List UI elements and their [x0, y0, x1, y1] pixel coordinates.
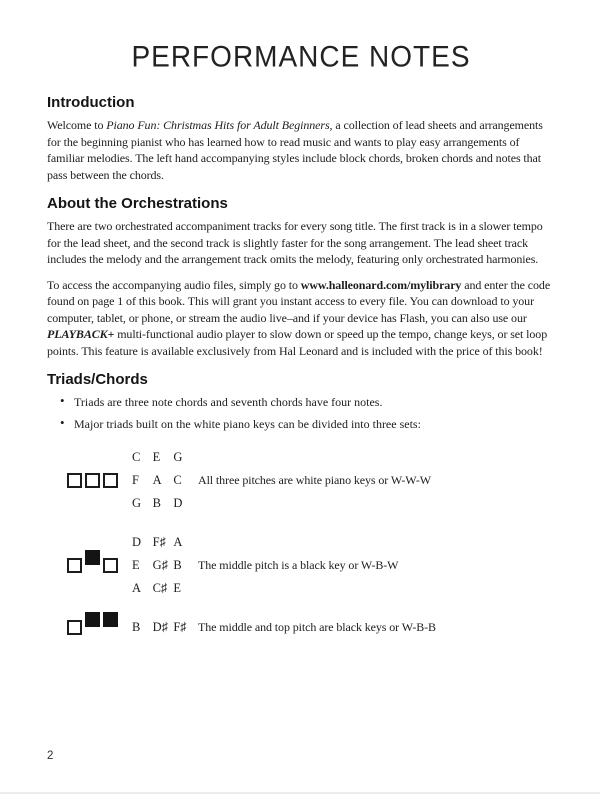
note-letter: A — [152, 473, 162, 487]
note-letter: E — [132, 558, 140, 572]
book-title-italic: Piano Fun: Christmas Hits for Adult Beginners, — [106, 118, 333, 132]
chord-row — [132, 577, 194, 600]
note-letter: D — [132, 535, 142, 549]
chord-set-www — [67, 446, 555, 515]
bullet-item-major-triads: • Major triads built on the white piano keys can be divided into three sets: — [60, 416, 555, 433]
intro-text: Welcome to — [47, 118, 107, 132]
white-key-icon — [67, 473, 82, 488]
white-key-icon — [103, 473, 118, 488]
note-letter: F — [132, 473, 139, 487]
playback-plus-brand: PLAYBACK+ — [47, 327, 115, 341]
triads-bullet-list — [47, 394, 555, 432]
white-key-icon — [103, 558, 118, 573]
note-letter: A — [173, 535, 183, 549]
chord-note-grid — [132, 531, 194, 600]
note-letter: F♯ — [152, 535, 166, 549]
black-key-icon — [85, 550, 100, 565]
black-key-icon — [85, 612, 100, 627]
chord-note-grid — [132, 446, 194, 515]
audio-access-text-2: and enter the code found on page 1 of this book. This will grant you instant access to every file. You can download to your computer, tablet, or phone, or stream the audio live–and if your device has Flash, you can also use our — [47, 277, 551, 325]
chord-set-description: All three pitches are white piano keys or W-W-W — [198, 473, 431, 487]
black-key-icon — [103, 612, 118, 627]
note-letter: G♯ — [152, 558, 168, 572]
note-letter: B — [173, 558, 182, 572]
chord-set-wbb — [67, 616, 555, 639]
bullet-item-triads-notes: • Triads are three note chords and seventh chords have four notes. — [60, 394, 555, 411]
paragraph-introduction — [47, 117, 555, 183]
key-squares-wbb — [67, 620, 118, 635]
audio-library-url: www.halleonard.com/mylibrary — [300, 277, 462, 292]
note-letter: A — [132, 581, 142, 595]
chord-row — [132, 446, 194, 469]
chord-row — [132, 531, 194, 554]
paragraph-audio-access — [47, 277, 555, 360]
page-edge-line — [0, 792, 600, 794]
note-letter: D♯ — [152, 620, 168, 634]
paragraph-orchestrations: There are two orchestrated accompaniment tracks for every song title. The first track is in a slower tempo for the lead sheet, and the second track is slightly faster for the song arrangement. The lead sheet track includes the melody and the arrangement track omits the melody, featuring only orchestrated harmonies. — [47, 219, 543, 266]
note-letter: F♯ — [173, 620, 187, 634]
chord-set-wbw — [67, 531, 555, 600]
white-key-icon — [85, 473, 100, 488]
audio-access-text-3: multi-functional audio player to slow down or speed up the tempo, change keys, or set loop points. This feature is available exclusively from Hal Leonard and is included with the price of this book! — [47, 327, 548, 358]
intro-text-continued: a collection of lead sheets and arrangements for the beginning pianist who has learned how to read music and wants to play easy arrangements of familiar melodies. The left hand accompanying styles include block chords, broken chords and notes that pass between the chords. — [47, 118, 543, 182]
chord-row — [132, 492, 194, 515]
white-key-icon — [67, 620, 82, 635]
page-title: PERFORMANCE NOTES — [131, 40, 471, 73]
section-heading-orchestrations: About the Orchestrations — [47, 195, 228, 212]
note-letter: B — [132, 620, 141, 634]
note-letter: E — [152, 450, 161, 464]
chord-set-description: The middle pitch is a black key or W-B-W — [198, 558, 399, 572]
note-letter: D — [173, 496, 183, 510]
section-heading-introduction: Introduction — [47, 94, 135, 111]
note-letter: C♯ — [152, 581, 168, 595]
note-letter: G — [132, 496, 142, 510]
white-key-icon — [67, 558, 82, 573]
chord-note-grid — [132, 616, 194, 639]
note-letter: G — [173, 450, 183, 464]
key-squares-www — [67, 473, 118, 488]
chord-row — [132, 554, 194, 577]
note-letter: B — [152, 496, 162, 510]
chord-set-description: The middle and top pitch are black keys or W-B-B — [198, 620, 436, 634]
note-letter: C — [173, 473, 182, 487]
chord-row — [132, 469, 194, 492]
note-letter: E — [173, 581, 181, 595]
page-number: 2 — [47, 750, 54, 762]
section-heading-triads: Triads/Chords — [47, 371, 148, 388]
key-squares-wbw — [67, 558, 118, 573]
chord-row — [132, 616, 194, 639]
note-letter: C — [132, 450, 141, 464]
audio-access-text: To access the accompanying audio files, simply go to — [47, 277, 301, 292]
